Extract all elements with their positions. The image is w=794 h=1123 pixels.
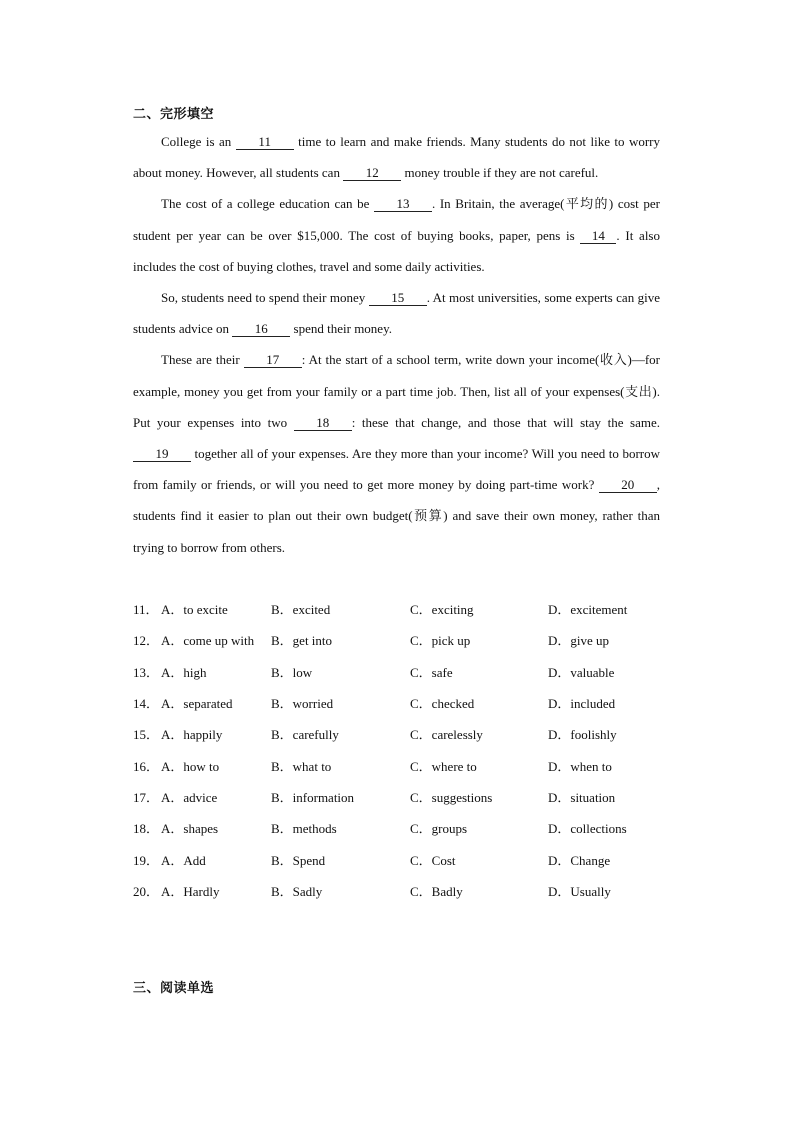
option-d: D．collections <box>548 821 627 837</box>
blank-12: 12 <box>343 166 401 181</box>
passage-paragraph-4 <box>133 344 660 562</box>
question-row <box>133 749 673 780</box>
blank-19: 19 <box>133 447 191 462</box>
option-b: B．worried <box>271 696 334 712</box>
option-c: C．checked <box>410 696 475 712</box>
question-number: 17． <box>133 789 160 805</box>
option-b: B．excited <box>271 602 331 618</box>
question-number: 19． <box>133 852 160 868</box>
option-c: C．safe <box>410 664 453 680</box>
question-row <box>133 687 673 718</box>
passage-text: , students find it easier to plan out their own budget(预算) and save their own money, rather than trying to borrow from others. <box>133 477 660 555</box>
passage-text: . In Britain, the average(平均的) cost per student per year can be over $15,000. The cost of buying books, paper, pens is <box>133 196 660 243</box>
question-number: 12． <box>133 633 160 649</box>
passage-text: time to learn and make friends. Many students do not like to worry about money. However, all students can <box>133 134 660 181</box>
question-number: 15． <box>133 727 160 743</box>
option-d: D．Usually <box>548 883 611 899</box>
option-b: B．methods <box>271 821 337 837</box>
passage-paragraph-2 <box>133 188 660 282</box>
option-a: A．Add <box>161 852 206 868</box>
blank-15: 15 <box>369 291 427 306</box>
option-a: A．advice <box>161 789 218 805</box>
question-row <box>133 718 673 749</box>
passage-text: money trouble if they are not careful. <box>401 165 599 181</box>
option-d: D．Change <box>548 852 611 868</box>
blank-18: 18 <box>294 416 352 431</box>
passage-text: together all of your expenses. Are they more than your income? Will you need to borrow from family or friends, or will you need to get more money by doing part-time work? <box>133 446 660 493</box>
blank-20: 20 <box>599 478 657 493</box>
option-a: A．happily <box>161 727 223 743</box>
passage-text: The cost of a college education can be <box>161 196 374 212</box>
option-b: B．Spend <box>271 852 326 868</box>
question-number: 16． <box>133 758 160 774</box>
section-cloze-title: 二、完形填空 <box>133 107 215 122</box>
option-a: A．high <box>161 664 207 680</box>
question-row <box>133 656 673 687</box>
option-b: B．low <box>271 664 313 680</box>
blank-14: 14 <box>580 229 616 244</box>
passage-text: These are their <box>161 352 244 368</box>
option-b: B．Sadly <box>271 883 323 899</box>
option-a: A．Hardly <box>161 883 220 899</box>
question-row <box>133 843 673 874</box>
option-a: A．how to <box>161 758 220 774</box>
question-number: 20． <box>133 883 160 899</box>
option-d: D．included <box>548 696 616 712</box>
section-reading-title: 三、阅读单选 <box>133 981 215 996</box>
option-b: B．get into <box>271 633 333 649</box>
option-d: D．give up <box>548 633 610 649</box>
option-c: C．where to <box>410 758 477 774</box>
option-c: C．Cost <box>410 852 456 868</box>
blank-11: 11 <box>236 135 294 150</box>
option-a: A．separated <box>161 696 233 712</box>
option-d: D．valuable <box>548 664 615 680</box>
question-row <box>133 593 673 624</box>
option-c: C．Badly <box>410 883 463 899</box>
cloze-passage <box>133 126 660 563</box>
blank-16: 16 <box>232 322 290 337</box>
option-a: A．shapes <box>161 821 219 837</box>
option-d: D．when to <box>548 758 612 774</box>
option-c: C．pick up <box>410 633 471 649</box>
question-row <box>133 812 673 843</box>
option-c: C．groups <box>410 821 468 837</box>
passage-text: spend their money. <box>290 321 392 337</box>
option-c: C．exciting <box>410 602 474 618</box>
option-c: C．suggestions <box>410 789 493 805</box>
option-b: B．information <box>271 789 355 805</box>
passage-text: So, students need to spend their money <box>161 290 369 306</box>
option-d: D．situation <box>548 789 616 805</box>
question-number: 13． <box>133 664 160 680</box>
question-row <box>133 624 673 655</box>
passage-text: . At most universities, some experts can give students advice on <box>133 290 660 337</box>
question-number: 18． <box>133 821 160 837</box>
option-b: B．what to <box>271 758 332 774</box>
question-row <box>133 781 673 812</box>
option-b: B．carefully <box>271 727 339 743</box>
question-number: 14． <box>133 696 160 712</box>
passage-text: College is an <box>161 134 236 149</box>
answer-options-list <box>133 593 673 906</box>
option-d: D．foolishly <box>548 727 617 743</box>
passage-text: : At the start of a school term, write down your income(收入)—for example, money you get from your family or a part time job. Then, list all of your expenses(支出). Put your expenses into two <box>133 352 660 430</box>
passage-text: : these that change, and those that will stay the same. <box>351 414 660 430</box>
question-number: 11． <box>133 602 159 618</box>
option-a: A．to excite <box>161 602 228 618</box>
blank-13: 13 <box>374 197 432 212</box>
option-c: C．carelessly <box>410 727 483 743</box>
option-d: D．excitement <box>548 602 628 618</box>
passage-paragraph-3 <box>133 282 660 344</box>
question-row <box>133 875 673 906</box>
passage-paragraph-1 <box>133 126 660 188</box>
option-a: A．come up with <box>161 633 255 649</box>
blank-17: 17 <box>244 353 302 368</box>
passage-text: . It also includes the cost of buying clothes, travel and some daily activities. <box>133 227 660 274</box>
